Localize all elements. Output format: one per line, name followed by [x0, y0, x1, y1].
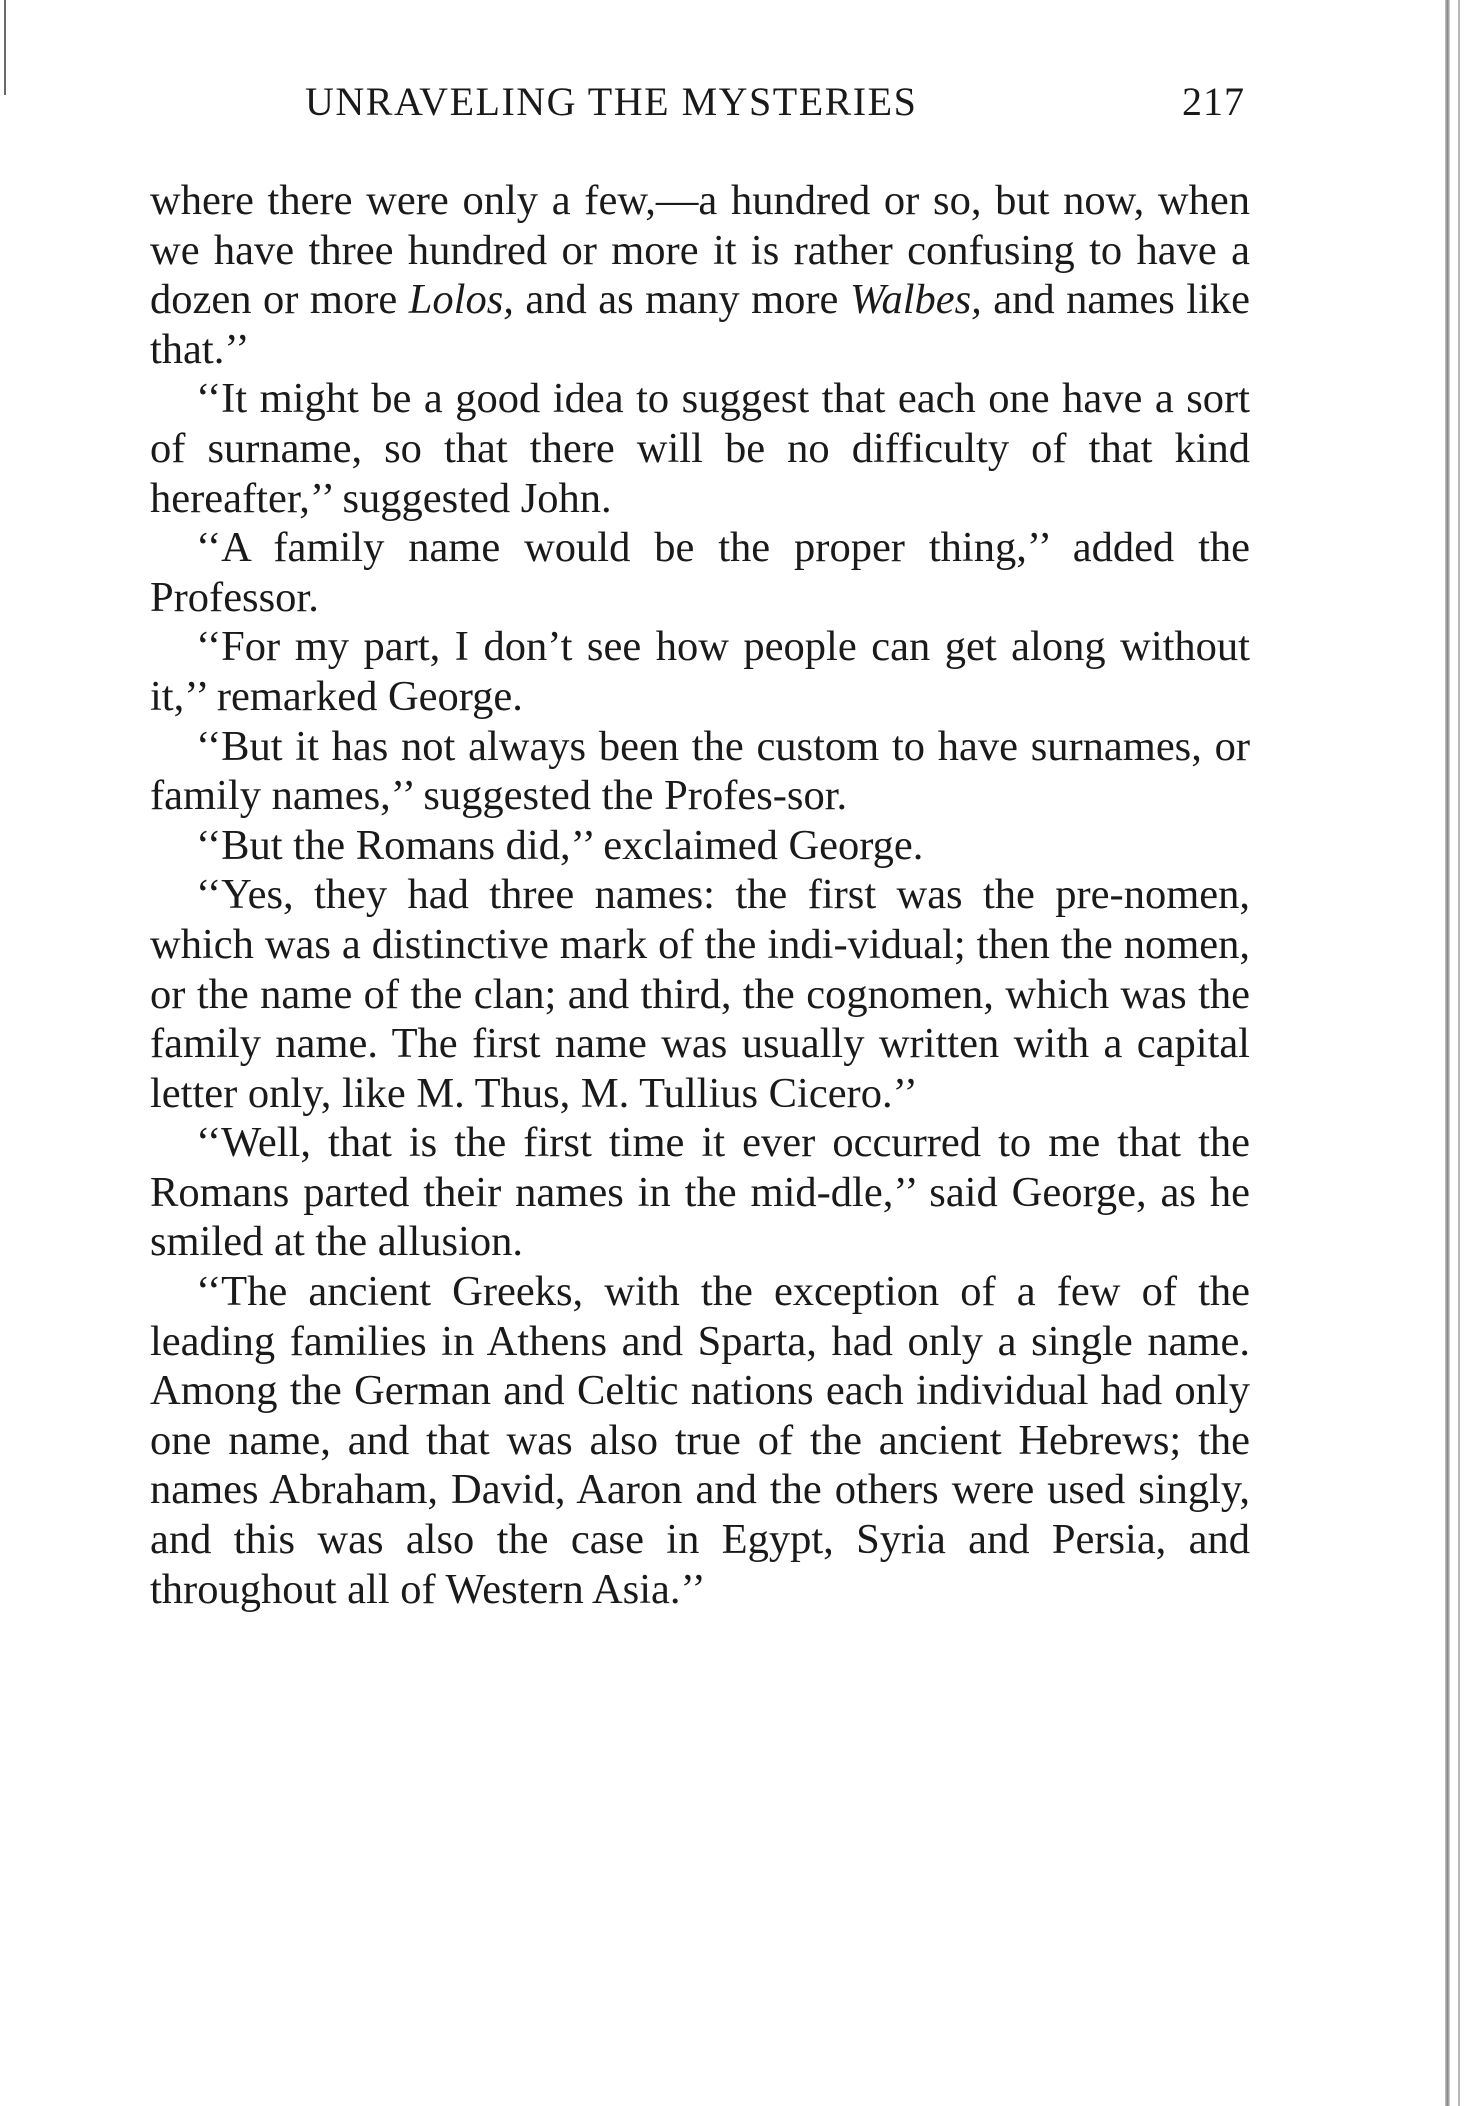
- running-header: [305, 78, 1245, 138]
- paragraph: [150, 176, 1250, 374]
- page-edge-right-line: [1458, 0, 1460, 2106]
- paragraph: ‘‘The ancient Greeks, with the exception of a few of the leading families in Athens and Sparta, had only a single name. Among the German and Celtic nations each individual had only one name, and that was also true of the ancient Hebrews; the names Abraham, David, Aaron and the others were used singly, and this was also the case in Egypt, Syria and Persia, and throughout all of Western Asia.’’: [150, 1268, 1250, 1613]
- text-run: and names like that.’’: [150, 276, 1250, 373]
- running-title: UNRAVELING THE MYSTERIES: [305, 79, 918, 124]
- paragraph: ‘‘But the Romans did,’’ exclaimed George.: [196, 821, 924, 869]
- paragraph: ‘‘For my part, I don’t see how people can get along without it,’’ remarked George.: [150, 623, 1250, 720]
- paragraph: ‘‘It might be a good idea to suggest that each one have a sort of surname, so that there will be no difficulty of that kind hereafter,’’ suggested John.: [150, 375, 1250, 522]
- italic-name: Lolos,: [408, 276, 514, 324]
- text-run: and as many more: [513, 276, 850, 324]
- paragraph: ‘‘A family name would be the proper thing,’’ added the Professor.: [150, 524, 1250, 621]
- paragraph: ‘‘Well, that is the first time it ever occurred to me that the Romans parted their names in the mid-dle,’’ said George, as he smiled at the allusion.: [150, 1119, 1250, 1266]
- page-number: 217: [1182, 79, 1245, 124]
- page-edge-right: [1445, 0, 1450, 2106]
- paragraph: ‘‘Yes, they had three names: the first was the pre-nomen, which was a distinctive mark of the indi-vidual; then the nomen, or the name of the clan; and third, the cognomen, which was the family name. The first name was usually written with a capital letter only, like M. Thus, M. Tullius Cicero.’’: [150, 871, 1250, 1117]
- text-run: where there were only a few,—a hundred or so, but now, when we have three hundred or more it is rather confusing to have a dozen or more: [150, 177, 1250, 324]
- italic-name: Walbes,: [849, 276, 982, 324]
- body-text: [150, 176, 1250, 1614]
- page-edge-left: [4, 0, 6, 95]
- paragraph: ‘‘But it has not always been the custom to have surnames, or family names,’’ suggested the Profes-sor.: [150, 722, 1250, 820]
